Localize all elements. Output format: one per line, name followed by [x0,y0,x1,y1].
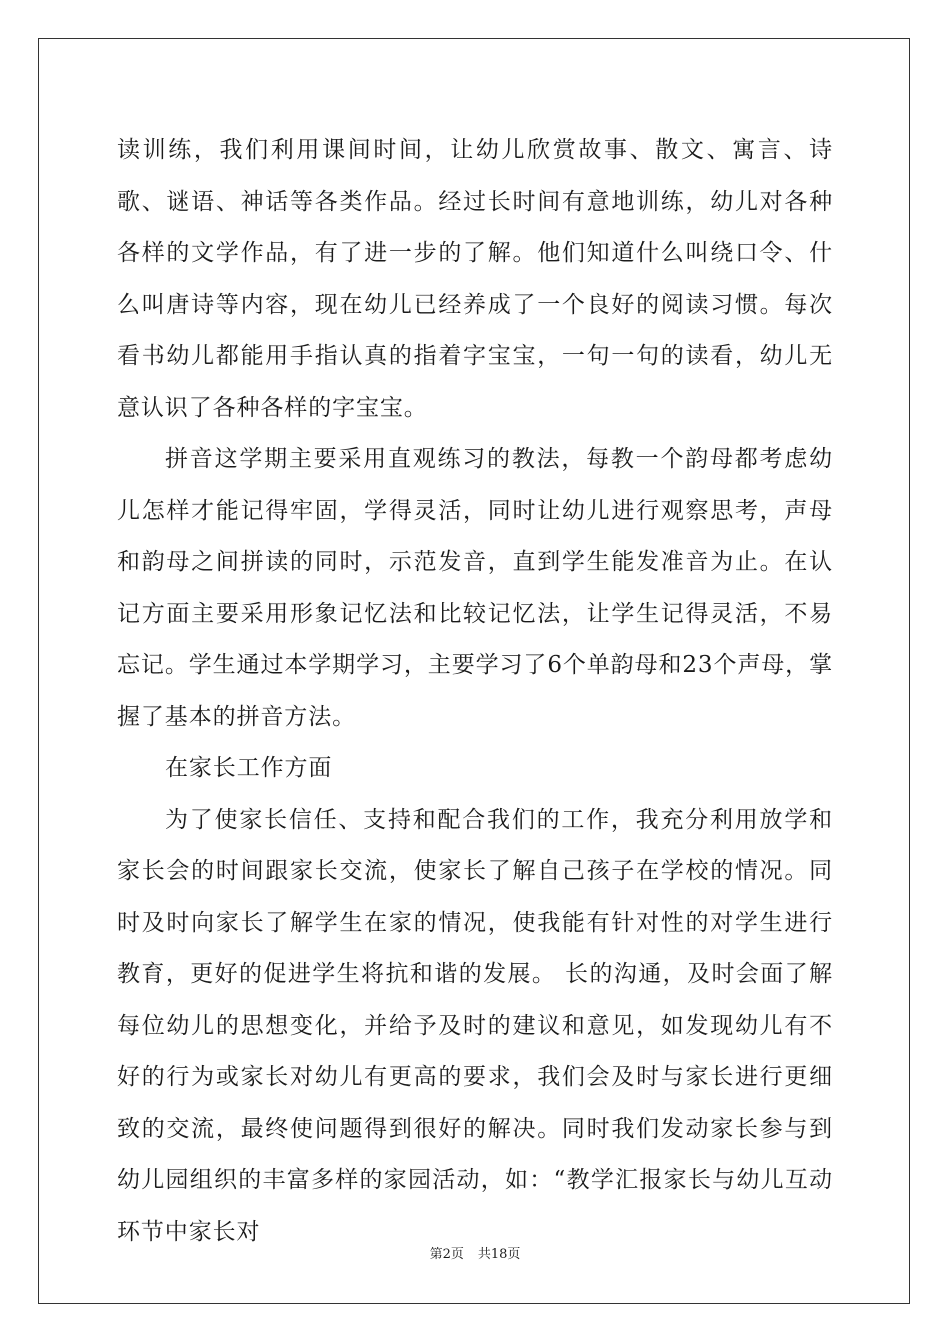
page-footer [0,1243,950,1262]
page-total: 共18页 [477,1247,521,1262]
paragraph-parent-communication: 为了使家长信任、支持和配合我们的工作，我充分利用放学和家长会的时间跟家长交流，使家长了解自己孩子在学校的情况。同时及时向家长了解学生在家的情况，使我能有针对性的对学生进行教育，更好的促进学生将抗和谐的发展。 长的沟通，及时会面了解每位幼儿的思想变化，并给予及时的建议和意见，如发现幼儿有不好的行为或家长对幼儿有更高的要求，我们会及时与家长进行更细致的交流，最终使问题得到很好的解决。同时我们发动家长参与到幼儿园组织的丰富多样的家园活动，如：“教学汇报家长与幼儿互动环节中家长对 [117,806,833,1245]
page-number: 第2页 [429,1247,464,1262]
section-heading-parent-work: 在家长工作方面 [165,755,333,781]
document-body [117,125,833,1258]
paragraph-reading-training: 读训练，我们利用课间时间，让幼儿欣赏故事、散文、寓言、诗歌、谜语、神话等各类作品。经过长时间有意地训练，幼儿对各种各样的文学作品，有了进一步的了解。他们知道什么叫绕口令、什么叫唐诗等内容，现在幼儿已经养成了一个良好的阅读习惯。每次看书幼儿都能用手指认真的指着字宝宝，一句一句的读看，幼儿无意认识了各种各样的字宝宝。 [117,137,833,421]
paragraph-pinyin: 拼音这学期主要采用直观练习的教法，每教一个韵母都考虑幼儿怎样才能记得牢固，学得灵活，同时让幼儿进行观察思考，声母和韵母之间拼读的同时，示范发音，直到学生能发准音为止。在认记方面主要采用形象记忆法和比较记忆法，让学生记得灵活，不易忘记。学生通过本学期学习，主要学习了6个单韵母和23个声母，掌握了基本的拼音方法。 [117,446,833,730]
